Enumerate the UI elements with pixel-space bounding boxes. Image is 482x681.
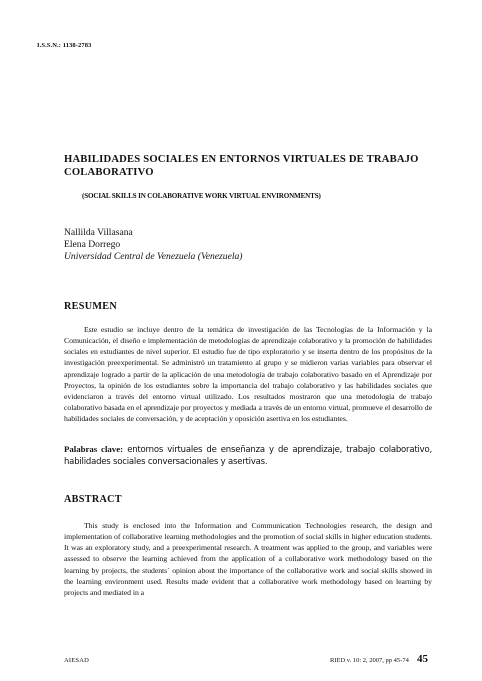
author-name-1: Nallilda Villasana (64, 227, 133, 238)
keywords-text: entornos virtuales de enseñanza y de aprendizaje, trabajo colaborativo, habilidades sociales conversacionales y asertivas. (64, 445, 432, 467)
keywords-label: Palabras clave: (64, 444, 124, 454)
resumen-paragraph: Este estudio se incluye dentro de la temática de investigación de las Tecnologías de la Información y la Comunicación, el diseño e implementación de metodologías de aprendizaje colaborativo y la promoción de habilidades sociales en estudiantes de nivel superior. El estudio fue de tipo exploratorio y se inserta dentro de los propósitos de la investigación preexperimental. Se administró un tratamiento al grupo y se midieron varias variables para observar el aprendizaje logrado a partir de la aplicación de una metodología de trabajo colaborativo basado en el Aprendizaje por Proyectos, la opinión de los estudiantes sobre la importancia del trabajo colaborativo y las habilidades sociales que evidenciaron a través del entorno virtual utilizado. Los resultados mostraron que una metodología de trabajo colaborativo basada en el aprendizaje por proyectos y mediada a través de un entorno virtual, promueve el desarrollo de habilidades sociales de conversación, y de aceptación y oposición asertiva en los estudiantes. (64, 325, 432, 424)
page-number: 45 (417, 653, 428, 665)
resumen-heading: RESUMEN (64, 301, 118, 312)
issn-header: I.S.S.N.: 1138-2783 (37, 42, 92, 49)
footer-journal-citation: RIED v. 10: 2, 2007, pp 45-74 (330, 657, 409, 664)
author-name-2: Elena Dorrego (64, 238, 121, 250)
footer-publisher: AIESAD (64, 657, 90, 664)
article-subtitle: (SOCIAL SKILLS IN COLABORATIVE WORK VIRTUAL ENVIRONMENTS) (82, 192, 321, 200)
article-title: HABILIDADES SOCIALES EN ENTORNOS VIRTUALES DE TRABAJO COLABORATIVO (64, 154, 419, 178)
author-block (64, 227, 243, 262)
abstract-paragraph: This study is enclosed into the Information and Communication Technologies research, the design and implementation of collaborative learning methodologies and the promotion of social skills in higher education students. It was an exploratory study, and a preexperimental research. A treatment was applied to the group, and variables were assessed to observe the learning achieved from the application of a collaborative work methodology based on the learning by projects, the students´ opinion about the importance of the collaborative work and social skills showed in the learning environment used. Results made evident that a collaborative work methodology based on learning by projects and mediated in a (64, 521, 432, 597)
keywords-block (64, 443, 432, 468)
author-institution: Universidad Central de Venezuela (Venezuela) (64, 250, 243, 262)
abstract-heading: ABSTRACT (64, 494, 122, 505)
